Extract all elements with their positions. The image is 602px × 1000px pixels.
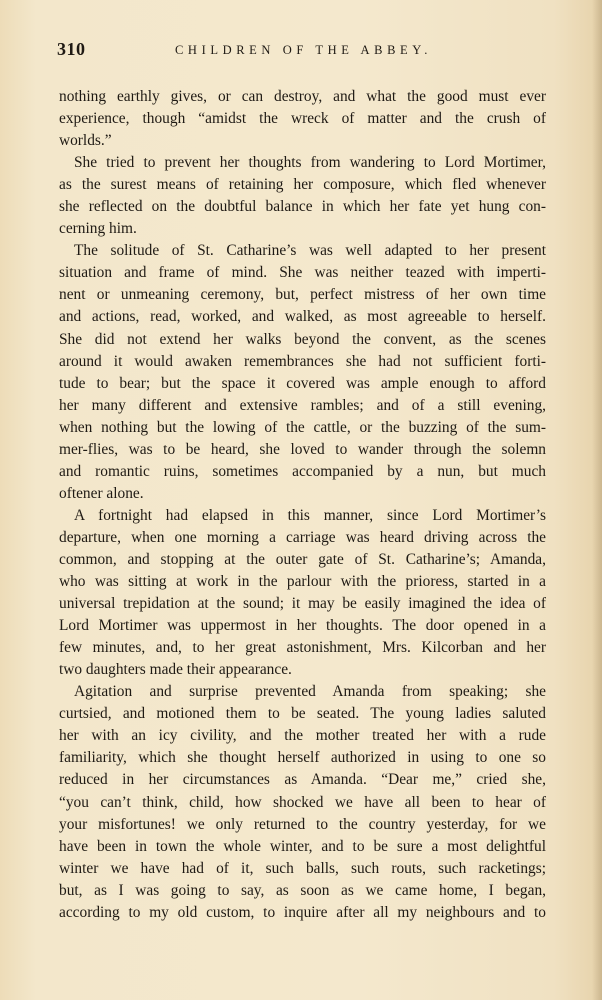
running-head: CHILDREN OF THE ABBEY.	[175, 43, 433, 57]
text-line: experience, though “amidst the wreck of matter and the crush of	[59, 110, 546, 128]
text-line: familiarity, which she thought herself authorized in using to one so	[59, 749, 546, 767]
text-line: situation and frame of mind. She was neither teazed with imperti-	[59, 264, 546, 282]
text-line: A fortnight had elapsed in this manner, since Lord Mortimer’s	[74, 506, 546, 524]
text-line: oftener alone.	[59, 484, 144, 502]
text-line: according to my old custom, to inquire after all my neighbours and to	[59, 903, 546, 921]
text-line: nent or unmeaning ceremony, but, perfect mistress of her own time	[59, 286, 546, 304]
text-line: Agitation and surprise prevented Amanda from speaking; she	[74, 683, 546, 701]
text-line: her with an icy civility, and the mother treated her with a rude	[59, 727, 546, 745]
text-line: nothing earthly gives, or can destroy, and what the good must ever	[59, 88, 546, 105]
text-line: few minutes, and, to her great astonishment, Mrs. Kilcorban and her	[59, 639, 546, 657]
text-line: Lord Mortimer was uppermost in her thoughts. The door opened in a	[59, 617, 546, 635]
text-line: her many different and extensive rambles; and of a still evening,	[59, 396, 546, 414]
text-line: and romantic ruins, sometimes accompanied by a nun, but much	[59, 462, 546, 480]
text-line: winter we have had of it, such balls, such routs, such racketings;	[59, 859, 546, 877]
text-line: reduced in her circumstances as Amanda. “Dear me,” cried she,	[59, 771, 546, 789]
text-line: around it would awaken remembrances she had not sufficient forti-	[59, 352, 546, 370]
text-line: departure, when one morning a carriage was heard driving across the	[59, 528, 546, 546]
text-line: The solitude of St. Catharine’s was well adapted to her present	[74, 242, 546, 260]
text-line: cerning him.	[59, 220, 137, 238]
body-text	[59, 86, 546, 924]
text-line: two daughters made their appearance.	[59, 661, 292, 679]
text-line: curtsied, and motioned them to be seated. The young ladies saluted	[59, 705, 546, 723]
text-line: universal trepidation at the sound; it may be easily imagined the idea of	[59, 595, 546, 613]
text-line: mer-flies, was to be heard, she loved to wander through the solemn	[59, 440, 546, 458]
text-line: when nothing but the lowing of the cattle, or the buzzing of the sum-	[59, 418, 546, 436]
page-edge-shadow	[592, 0, 602, 1000]
text-line: worlds.”	[59, 132, 112, 150]
text-line: She tried to prevent her thoughts from wandering to Lord Mortimer,	[74, 154, 546, 172]
text-line: common, and stopping at the outer gate of St. Catharine’s; Amanda,	[59, 550, 546, 568]
page-number: 310	[57, 39, 86, 59]
text-line: your misfortunes! we only returned to the country yesterday, for we	[59, 815, 546, 833]
text-line: have been in town the whole winter, and to be sure a most delightful	[59, 837, 546, 855]
text-line: tude to bear; but the space it covered was ample enough to afford	[59, 374, 546, 392]
text-line: “you can’t think, child, how shocked we have all been to hear of	[59, 793, 546, 811]
text-line: and actions, read, worked, and walked, as most agreeable to herself.	[59, 308, 546, 326]
text-line: as the surest means of retaining her composure, which fled whenever	[59, 176, 546, 194]
text-line: She did not extend her walks beyond the convent, as the scenes	[59, 330, 546, 348]
page-header	[57, 39, 547, 63]
text-line: who was sitting at work in the parlour with the prioress, started in a	[59, 573, 546, 591]
text-line: but, as I was going to say, as soon as we came home, I began,	[59, 881, 546, 899]
text-line: she reflected on the doubtful balance in which her fate yet hung con-	[59, 198, 546, 216]
